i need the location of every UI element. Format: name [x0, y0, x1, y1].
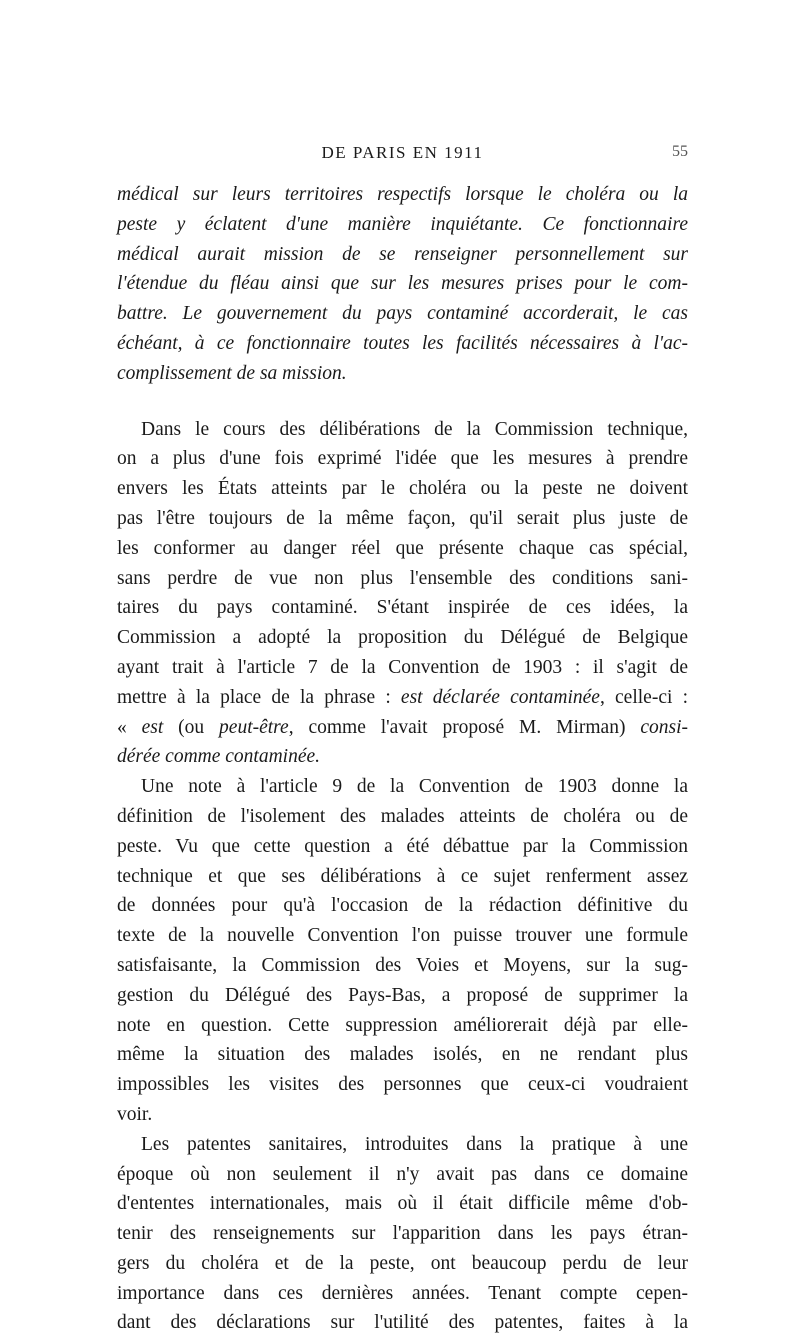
- text-line: Commission a adopté la proposition du Délégué de Belgique: [117, 627, 688, 649]
- text-line: battre. Le gouvernement du pays contaminé accorderait, le cas: [117, 303, 688, 325]
- text-line: gers du choléra et de la peste, ont beaucoup perdu de leur: [117, 1252, 688, 1274]
- text-line: envers les États atteints par le choléra ou la peste ne doivent: [117, 478, 688, 500]
- text-line: peste y éclatent d'une manière inquiétante. Ce fonctionnaire: [117, 213, 688, 235]
- text-line: médical aurait mission de se renseigner personnellement sur: [117, 243, 688, 265]
- text-line: note en question. Cette suppression améliorerait déjà par elle-: [117, 1014, 688, 1036]
- text-run: , celle-ci :: [599, 686, 688, 708]
- text-line: [117, 713, 688, 743]
- italic-run: consi-: [640, 716, 688, 738]
- italic-run: peut-être: [219, 716, 289, 738]
- text-line: dérée comme contaminée.: [117, 746, 321, 768]
- text-line: époque où non seulement il n'y avait pas dans ce domaine: [117, 1163, 688, 1185]
- running-title: DE PARIS EN 1911: [321, 143, 484, 162]
- text-line: sans perdre de vue non plus l'ensemble des conditions sani-: [117, 567, 688, 589]
- text-line: gestion du Délégué des Pays-Bas, a proposé de supprimer la: [117, 984, 688, 1006]
- text-line: impossibles les visites des personnes que ceux-ci voudraient: [117, 1074, 688, 1096]
- text-line: échéant, à ce fonctionnaire toutes les facilités nécessaires à l'ac-: [117, 332, 688, 354]
- text-line: Dans le cours des délibérations de la Commission technique,: [141, 418, 688, 440]
- text-line: même la situation des malades isolés, en ne rendant plus: [117, 1044, 688, 1066]
- text-line: définition de l'isolement des malades atteints de choléra ou de: [117, 805, 688, 827]
- italic-run: est déclarée contaminée: [400, 686, 600, 708]
- text-run: «: [117, 716, 142, 738]
- text-run: mettre à la place de la phrase :: [117, 686, 401, 708]
- text-line: taires du pays contaminé. S'étant inspirée de ces idées, la: [117, 597, 688, 619]
- text-line: Une note à l'article 9 de la Convention de 1903 donne la: [141, 776, 688, 798]
- paragraph-2: [117, 772, 688, 1130]
- text-line: voir.: [117, 1103, 153, 1125]
- text-line: Les patentes sanitaires, introduites dans la pratique à une: [141, 1133, 688, 1155]
- text-run: , comme l'avait proposé M. Mirman): [288, 716, 641, 738]
- paragraph-gap: [117, 389, 688, 415]
- text-run: (ou: [163, 716, 220, 738]
- paragraph-1: [117, 415, 688, 773]
- text-line: l'étendue du fléau ainsi que sur les mesures prises pour le com-: [117, 273, 688, 295]
- text-line: complissement de sa mission.: [117, 362, 347, 384]
- text-line: peste. Vu que cette question a été débattue par la Commission: [117, 835, 688, 857]
- text-line: d'ententes internationales, mais où il était difficile même d'ob-: [117, 1193, 688, 1215]
- text-line: texte de la nouvelle Convention l'on puisse trouver une formule: [117, 925, 688, 947]
- text-line: satisfaisante, la Commission des Voies et Moyens, sur la sug-: [117, 954, 688, 976]
- paragraph-3: [117, 1130, 688, 1338]
- page-number: 55: [672, 143, 688, 160]
- text-line: [117, 683, 688, 713]
- text-line: dant des déclarations sur l'utilité des patentes, faites à la: [117, 1312, 688, 1334]
- text-line: médical sur leurs territoires respectifs lorsque le choléra ou la: [117, 184, 688, 205]
- text-line: pas l'être toujours de la même façon, qu'il serait plus juste de: [117, 507, 688, 529]
- text-line: technique et que ses délibérations à ce sujet renferment assez: [117, 865, 688, 887]
- text-line: importance dans ces dernières années. Tenant compte cepen-: [117, 1282, 688, 1304]
- text-line: de données pour qu'à l'occasion de la rédaction définitive du: [117, 895, 688, 917]
- text-line: les conformer au danger réel que présente chaque cas spécial,: [117, 537, 688, 559]
- italic-run: est: [141, 716, 164, 738]
- text-line: tenir des renseignements sur l'apparition dans les pays étran-: [117, 1223, 688, 1245]
- text-line: on a plus d'une fois exprimé l'idée que les mesures à prendre: [117, 448, 688, 470]
- text-block: [117, 180, 688, 1338]
- text-line: ayant trait à l'article 7 de la Convention de 1903 : il s'agit de: [117, 656, 688, 678]
- running-head: [117, 143, 688, 171]
- quoted-proposal: [117, 180, 688, 389]
